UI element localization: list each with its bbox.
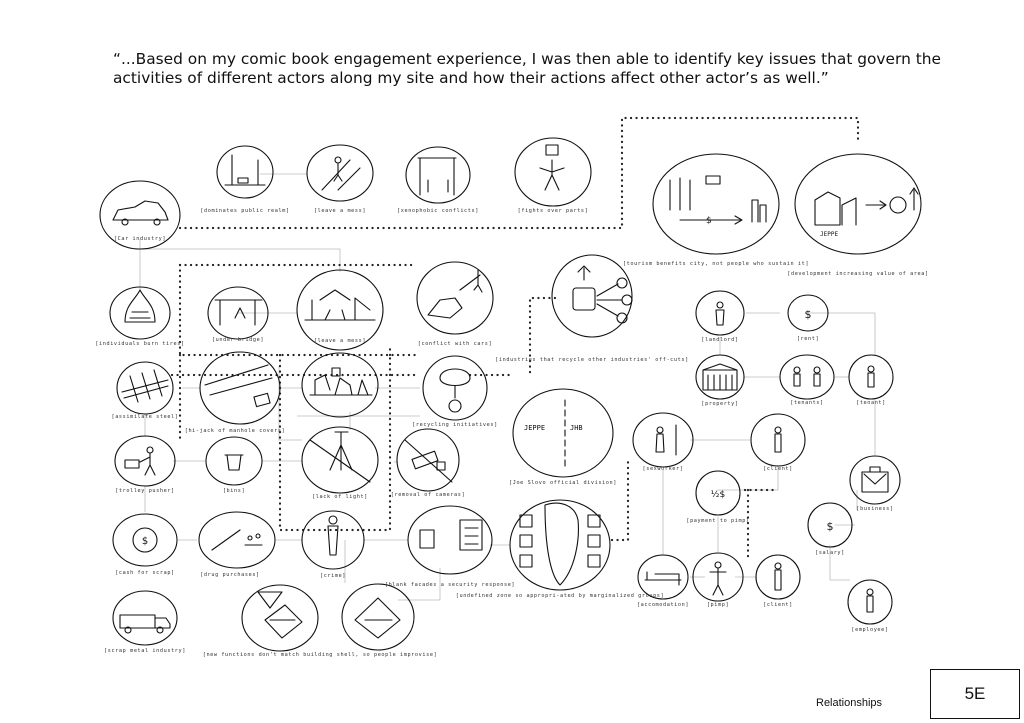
node-label: [payment to pimp]: [686, 518, 750, 524]
node-label: [property]: [701, 401, 739, 407]
node-fights-over-parts: [515, 138, 591, 214]
node-landlord: [696, 291, 744, 343]
node-payment-to-pimp: [686, 471, 749, 524]
node-label: [assimilate steel]: [111, 414, 179, 420]
node-label: [new functions don't match building shell, so people improvise]: [202, 652, 438, 658]
node-conflict-with-cars: [417, 262, 493, 347]
node-label: [dominates public realm]: [200, 208, 290, 214]
node-label: [client]: [763, 602, 793, 608]
node-cash-for-scrap: [113, 514, 177, 576]
node-label: [lack of light]: [312, 494, 368, 500]
node-label: [cash for scrap]: [115, 570, 175, 576]
node-label: [leave a mess]: [313, 338, 367, 344]
node-client-1: [751, 414, 805, 472]
section-label: Relationships: [816, 697, 883, 709]
node-rent: [788, 295, 828, 342]
node-label: [sexworker]: [642, 466, 684, 472]
node-assimilate-steel: [111, 362, 178, 420]
development-text: JEPPE: [820, 231, 839, 238]
node-label: [xenophobic conflicts]: [397, 208, 479, 214]
node-leave-a-mess-2: [297, 270, 383, 350]
svg-text:$: $: [804, 308, 812, 321]
node-accommodation: [637, 555, 689, 608]
node-label: [accomodation]: [636, 602, 690, 608]
node-label: [tenant]: [856, 400, 886, 406]
node-removal-of-cameras: [391, 429, 465, 498]
node-burn-tires: [95, 287, 184, 347]
node-development: [787, 154, 928, 277]
node-label: [salary]: [815, 550, 845, 556]
division-left: JEPPE: [524, 424, 546, 432]
node-label: [landlord]: [701, 337, 739, 343]
node-label: [Joe Slovo official division]: [509, 480, 617, 486]
node-label: [leave a mess]: [313, 208, 367, 214]
node-xenophobic-conflicts: [397, 147, 479, 214]
node-car: [100, 181, 180, 249]
svg-text:$: $: [141, 536, 149, 547]
node-label: [conflict with cars]: [417, 341, 493, 347]
quote-text: “...Based on my comic book engagement experience, I was then able to identify key issues that govern the activities of different actors along my site and how their actions affect other actor’s as well.”: [113, 50, 941, 87]
node-employee: [848, 580, 892, 633]
node-label: [undefined zone so appropri-ated by marginalized groups]: [455, 593, 665, 599]
page-number-box: [930, 669, 1020, 719]
node-sexworker: [633, 413, 693, 472]
node-label: [tenants]: [790, 400, 824, 406]
node-label: [tourism benefits city, not people who sustain it]: [622, 261, 810, 267]
node-business: [850, 456, 900, 512]
svg-text:½$: ½$: [710, 490, 726, 500]
dotted-connectors: [172, 118, 858, 560]
node-label: [Car industry]: [113, 236, 167, 242]
node-label: [individuals burn tires]: [95, 341, 185, 347]
node-label: [scrap metal industry]: [104, 648, 186, 654]
node-drug-purchases: [199, 512, 275, 578]
node-label: [hi-jack of manhole covers]: [184, 428, 286, 434]
node-client-2: [756, 555, 800, 608]
division-right: JHB: [570, 424, 583, 432]
node-leave-a-mess-1: [307, 145, 373, 214]
node-label: [under bridge]: [211, 337, 265, 343]
node-label: [blank facades a security response]: [384, 582, 516, 588]
node-recycle-industries: [495, 255, 689, 363]
node-hijack-manhole: [185, 352, 286, 434]
node-tenant: [849, 355, 893, 406]
node-label: [crime]: [319, 573, 347, 579]
node-label: [recycling initiatives]: [412, 422, 498, 428]
node-label: [pimp]: [706, 602, 730, 608]
page-number: 5E: [964, 684, 986, 703]
node-dominates-public-realm: [200, 146, 289, 214]
node-blank-facades: [385, 506, 515, 588]
node-lack-of-light: [302, 427, 378, 500]
node-label: [business]: [856, 506, 894, 512]
node-recycling-initiatives: [412, 356, 498, 428]
node-property: [696, 355, 744, 407]
node-tenants: [780, 355, 834, 406]
node-new-functions: [203, 585, 438, 658]
node-label: [industries that recycle other industries' off-cuts]: [495, 357, 689, 363]
node-tourism: [623, 154, 809, 267]
node-new-functions-2: [342, 584, 414, 650]
node-bins: [206, 437, 262, 494]
node-label: [rent]: [796, 336, 820, 342]
node-label: [development increasing value of area]: [787, 271, 929, 277]
node-division: [509, 389, 617, 486]
node-crime: [302, 511, 364, 579]
node-label: [bins]: [222, 488, 246, 494]
node-label: [client]: [763, 466, 793, 472]
node-label: [removal of cameras]: [390, 492, 466, 498]
node-label: [trolley pusher]: [115, 488, 175, 494]
node-label: [fights over parts]: [517, 208, 589, 214]
node-label: [drug purchases]: [200, 572, 260, 578]
svg-text:$: $: [706, 216, 712, 226]
node-under-bridge: [208, 287, 268, 343]
node-pimp: [693, 553, 743, 608]
svg-text:$: $: [826, 520, 834, 533]
node-label: [employee]: [851, 627, 889, 633]
node-scrap-metal-industry: [104, 591, 186, 654]
node-pile: [302, 353, 378, 417]
